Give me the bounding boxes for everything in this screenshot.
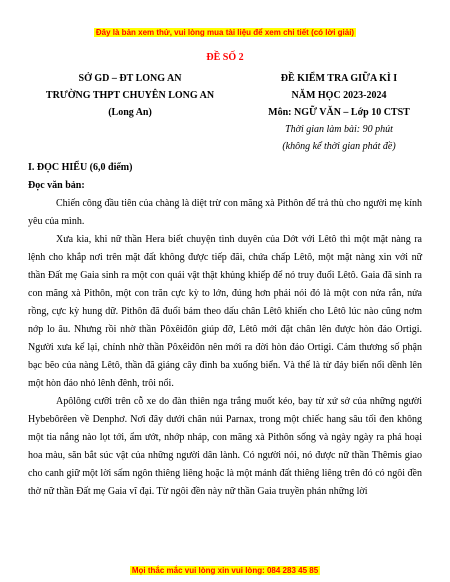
paragraph: Apôlông cưỡi trên cỗ xe do đàn thiên nga trắng muốt kéo, bay từ xứ sở của những người Hybebôrêen về Denphơ. Nơi đây dưới chân núi Parnax, trong một chiếc hang sâu tối đen không một tia nắng nào lọt tới, ẩm ướt, nhớp nháp, con mãng xà Pithôn sống và ngày ngày ra phá hoại hoa màu, săn bắt súc vật của những người dân lành. Có người nói, nó được nữ thần Thêmis giao cho canh giữ một lời sấm ngôn thiêng liêng hoặc là một mảnh đất thiêng liêng trên đó có ngôi đền thờ nữ thần Đất mẹ Gaia vĩ đại. Từ ngôi đền này nữ thần Gaia truyền phán những lời <box>28 396 422 497</box>
department-name: SỞ GD – ĐT LONG AN <box>78 73 182 84</box>
read-label: Đọc văn bản: <box>28 180 85 191</box>
paragraph: Chiến công đầu tiên của chàng là diệt trừ con mãng xà Pithôn để trả thù cho người mẹ kính yêu của mình. <box>28 198 422 227</box>
reading-passage <box>28 195 422 501</box>
contact-banner-text: Mọi thắc mắc vui lòng xin vui lòng: 084 283 45 85 <box>131 566 319 575</box>
time-limit: Thời gian làm bài: 90 phút <box>285 124 393 135</box>
time-note: (không kể thời gian phát đề) <box>282 141 396 152</box>
exam-title: ĐỀ KIỂM TRA GIỮA KÌ I <box>280 73 398 84</box>
exam-header <box>244 70 434 155</box>
section-title: I. ĐỌC HIỂU (6,0 điểm) <box>28 162 133 173</box>
paragraph: Xưa kia, khi nữ thần Hera biết chuyện tình duyên của Dớt với Lêtô thì một mặt nàng ra lệnh cho khắp nơi trên mặt đất không được tiếp đãi, chứa chấp Lêtô, một mặt nàng xin với nữ thần Đất mẹ Gaia sinh ra một con quái vật thật khủng khiếp để nó truy đuổi Lêtô. Gaia đã sinh ra con mãng xà Pithôn, một con trăn cực kỳ to lớn, đúng hơn phải nói đó là một con nửa rắn, nửa rồng, cực kỳ hung dữ. Pithôn đã đuổi bám theo dấu chân Lêtô khiến cho Lêtô lúc nào cũng nơm nớp lo âu. Nhưng rồi nhờ thần Pôxêiđôn giúp đỡ, Lêtô mới đặt chân lên được hòn đảo Ortigi. Người xưa kể lại, chính nhờ thần Pôxêiđôn nên mới ra đời hòn đảo Ortigi. Cảm thương số phận bạc bẽo của nàng Lêtô, thần đã giáng cây đinh ba xuống biển. Và thế là từ đáy biển nổi dềnh lên một hòn đảo nhỏ lênh đênh, trôi nổi. <box>28 234 422 389</box>
preview-banner-text: Đây là bản xem thử, vui lòng mua tài liệu để xem chi tiết (có lời giải) <box>95 28 355 37</box>
school-year: NĂM HỌC 2023-2024 <box>291 90 387 101</box>
preview-banner <box>0 22 450 40</box>
school-location: (Long An) <box>108 107 152 118</box>
contact-banner <box>0 560 450 578</box>
school-header <box>30 70 230 121</box>
exam-number: ĐỀ SỐ 2 <box>206 52 244 63</box>
subject-line: Môn: NGỮ VĂN – Lớp 10 CTST <box>268 107 410 118</box>
school-name: TRƯỜNG THPT CHUYÊN LONG AN <box>45 90 215 101</box>
